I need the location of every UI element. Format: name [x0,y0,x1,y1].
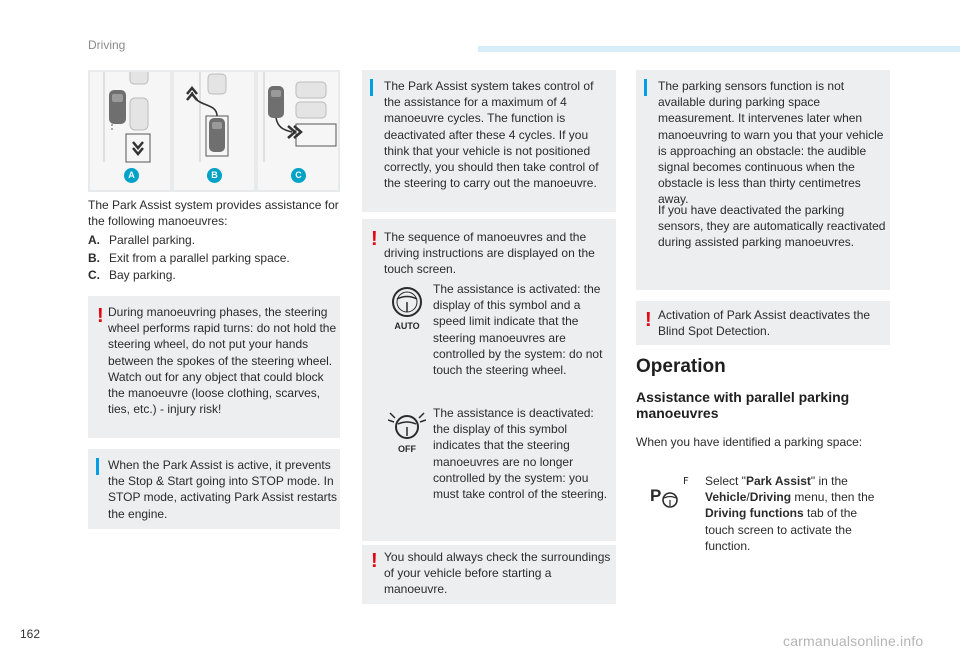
operation-title: Operation [636,356,726,377]
parking-manoeuvre-diagram [88,70,340,192]
warning-box-steering [88,296,340,438]
park-assist-icon [650,484,680,510]
warning-icon: ! [97,305,104,327]
operation-intro: When you have identified a parking space: [636,435,863,449]
operation-subtitle: Assistance with parallel parking manoeuvres [636,389,850,421]
park-assist-letter: P [650,486,662,505]
warning-icon: ! [371,550,378,572]
page-number: 162 [20,627,41,641]
header-bar [478,46,960,52]
auto-text: The assistance is activated: the display of this symbol and a speed limit indicate that the steering manoeuvres are controlled by the system: do not touch the steering wheel. [433,282,603,378]
warning-text: Activation of Park Assist deactivates the Blind Spot Detection. [658,308,871,339]
info-box-stop-start [88,449,340,529]
info-icon [644,79,647,96]
steering-wheel-auto-icon [390,285,424,331]
diagram-label-b: B [207,168,222,183]
auto-label: AUTO [394,321,420,331]
info-box-sensors [636,70,890,290]
warning-icon: ! [645,309,652,331]
info-box-max-cycles [362,70,616,212]
warning-text: During manoeuvring phases, the steering wheel performs rapid turns: do not hold the steering wheel, do not put your hands between the spokes of the steering wheel. Watch out for any object that could block the manoeuvre (loose clothing, scarves, ties, etc.) - injury risk! [108,305,337,417]
section-title: Driving [88,38,126,52]
watermark: carmanualsonline.info [783,633,924,649]
sequence-text: The sequence of manoeuvres and the driving instructions are displayed on the touch screen. [384,230,595,277]
warning-box-blind-spot [636,301,890,345]
warning-text: You should always check the surroundings of your vehicle before starting a manoeuvre. [384,550,611,597]
sensors-text-1: The parking sensors function is not available during parking space measurement. It intervenes later when manoeuvring to warn you that your vehicle is approaching an obstacle: the audible signal becomes continuous when the obstacle is less than thirty centimetres away. [658,79,884,207]
diagram-label-a: A [124,168,139,183]
warning-box-surroundings [362,545,616,604]
diagram-label-c: C [291,168,306,183]
info-icon [96,458,99,475]
sensors-text-2: If you have deactivated the parking sensors, they are automatically reactivated during assisted parking manoeuvres. [658,203,886,250]
warning-box-sequence [362,219,616,541]
intro-text: The Park Assist system provides assistance for the following manoeuvres: [88,198,339,229]
info-text: When the Park Assist is active, it prevents the Stop & Start going into STOP mode. In STOP mode, activating Park Assist restarts the engine. [108,458,337,521]
steering-wheel-off-icon [388,409,426,455]
info-text: The Park Assist system takes control of the assistance for a maximum of 4 manoeuvre cycles. The function is deactivated after these 4 cycles. If you think that your vehicle is not positioned correctly, you should then take control of the steering to carry out the manoeuvre. [384,79,599,191]
info-icon [370,79,373,96]
off-text: The assistance is deactivated: the display of this symbol indicates that the steering manoeuvres are no longer controlled by the system: you must take control of the steering. [433,406,608,502]
off-label: OFF [398,444,416,454]
operation-step: Select "Park Assist" in the Vehicle/Driving menu, then the Driving functions tab of the touch screen to activate the function. [705,474,875,553]
step-bullet-icon: F [683,476,689,487]
warning-icon: ! [371,228,378,250]
